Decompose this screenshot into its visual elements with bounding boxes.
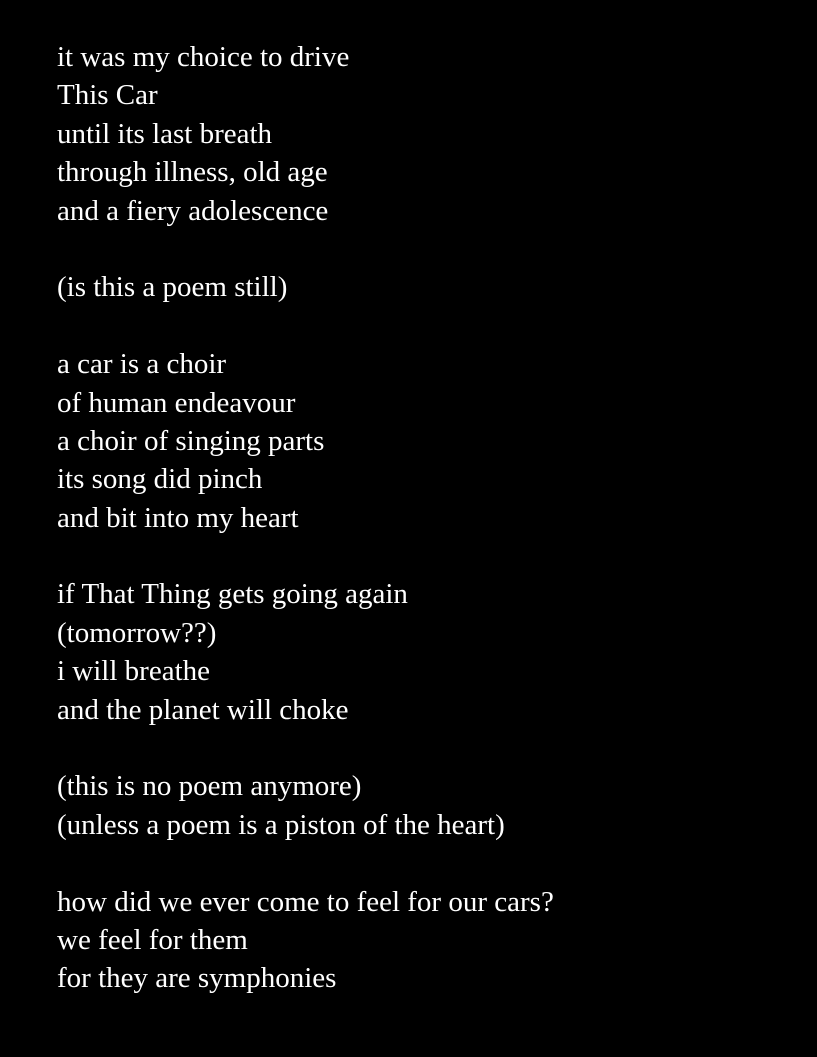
poem-line: and a fiery adolescence [57,194,329,227]
poem-line: how did we ever come to feel for our cars? [57,885,554,918]
poem-line: through illness, old age [57,156,328,189]
poem-line: i will breathe [57,655,211,688]
poem-line: if That Thing gets going again [57,578,408,611]
poem-line: (this is no poem anymore) [57,770,362,803]
poem-line: and the planet will choke [57,693,349,726]
stanza-5 [57,767,554,844]
stanza-1 [57,38,554,230]
poem-line: we feel for them [57,923,248,956]
stanza-4 [57,575,554,729]
poem-line: for they are symphonies [57,962,337,995]
poem-line: This Car [57,79,158,112]
poem-line: a car is a choir [57,348,227,381]
poem-line: until its last breath [57,117,273,150]
poem-line: a choir of singing parts [57,424,325,457]
poem-line: (is this a poem still) [57,271,288,304]
poem-line: it was my choice to drive [57,41,350,73]
stanza-6 [57,883,554,998]
poem-line: its song did pinch [57,463,263,496]
poem-line: and bit into my heart [57,501,299,534]
poem-text [57,38,554,998]
poem-line: of human endeavour [57,386,296,419]
stanza-3 [57,345,554,537]
poem-line: (unless a poem is a piston of the heart) [57,808,505,841]
stanza-2 [57,268,554,306]
poem-line: (tomorrow??) [57,616,217,649]
